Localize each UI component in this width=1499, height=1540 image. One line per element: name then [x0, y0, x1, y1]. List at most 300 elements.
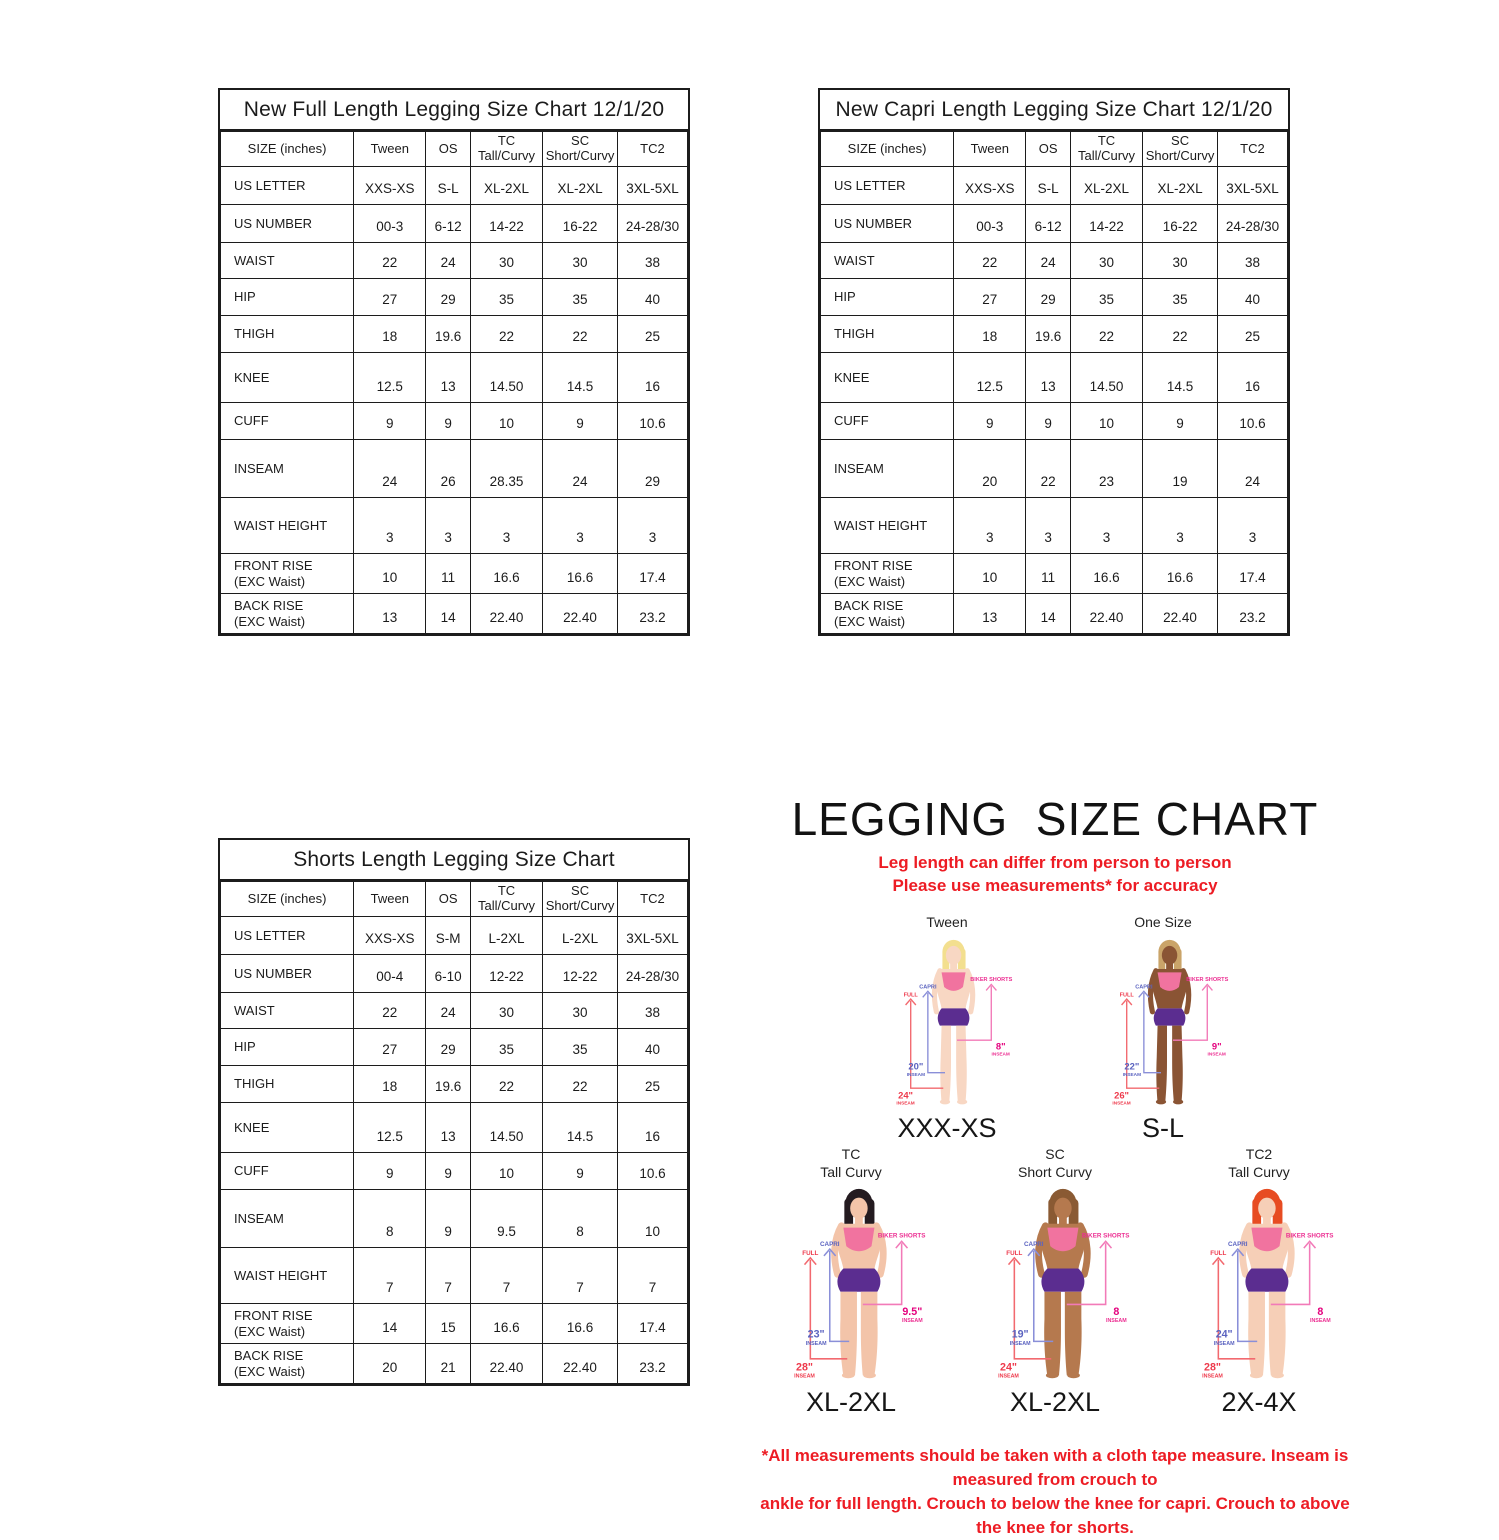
header-row: [221, 882, 688, 917]
row-label: THIGH: [221, 1066, 354, 1103]
cell-value: 35: [543, 279, 618, 316]
cell-value: 25: [617, 1066, 687, 1103]
inseam-word: INSEAM: [1112, 1100, 1131, 1106]
cell-value: 9: [954, 403, 1026, 440]
full-inseam-value: 28": [795, 1361, 813, 1374]
footnote-line: *All measurements should be taken with a cloth tape measure. Inseam is measured from crouch to: [761, 1446, 1349, 1490]
figure-card-one-size: [1065, 914, 1261, 1145]
cell-value: 22: [354, 993, 426, 1029]
table-row: [821, 554, 1288, 594]
figure-type-line: Tall Curvy: [820, 1163, 882, 1180]
row-label: INSEAM: [221, 1190, 354, 1248]
table-row: [821, 440, 1288, 498]
cell-value: 29: [617, 440, 687, 498]
row-label: US NUMBER: [221, 955, 354, 993]
biker-inseam-value: 9.5": [902, 1306, 923, 1319]
cell-value: 35: [470, 279, 542, 316]
cell-value: 14-22: [1070, 205, 1142, 243]
cell-value: 27: [954, 279, 1026, 316]
cell-value: 13: [354, 594, 426, 634]
cell-value: 35: [470, 1029, 542, 1066]
table-row: [221, 1190, 688, 1248]
cell-value: 38: [1217, 243, 1287, 279]
cell-value: 30: [1070, 243, 1142, 279]
size-table-grid: [220, 881, 688, 1384]
body-figure: [1038, 1189, 1087, 1378]
body-figure: [1151, 940, 1189, 1105]
cell-value: 10: [354, 554, 426, 594]
row-label: US LETTER: [221, 167, 354, 205]
cell-value: 3: [543, 498, 618, 554]
subtitle-line: Leg length can differ from person to person: [878, 853, 1232, 872]
cell-value: 3: [1143, 498, 1218, 554]
cell-value: XXS-XS: [954, 167, 1026, 205]
cell-value: 3XL-5XL: [617, 167, 687, 205]
cell-value: 22: [1143, 316, 1218, 353]
table-row: [221, 279, 688, 316]
cell-value: 3: [354, 498, 426, 554]
row-label: THIGH: [221, 316, 354, 353]
cell-value: 20: [954, 440, 1026, 498]
capri-label: CAPRI: [1227, 1241, 1248, 1249]
cell-value: 30: [470, 243, 542, 279]
table-row: [221, 403, 688, 440]
figure-card-tall-curvy: [753, 1146, 949, 1418]
inseam-word: INSEAM: [896, 1100, 915, 1106]
size-table-grid: [220, 131, 688, 634]
inseam-word: INSEAM: [1009, 1341, 1031, 1348]
row-label: WAIST HEIGHT: [821, 498, 954, 554]
table-row: [821, 403, 1288, 440]
cell-value: 10: [470, 1153, 542, 1190]
column-header: OS: [426, 882, 470, 917]
cell-value: 12-22: [470, 955, 542, 993]
cell-value: 40: [617, 279, 687, 316]
figure-card-tall-curvy-2: [1161, 1146, 1357, 1418]
column-header: TC2: [1217, 132, 1287, 167]
cell-value: 22.40: [470, 594, 542, 634]
cell-value: 23.2: [1217, 594, 1287, 634]
table-row: [221, 440, 688, 498]
full-label: FULL: [1210, 1250, 1227, 1258]
cell-value: L-2XL: [543, 917, 618, 955]
table-title: Shorts Length Legging Size Chart: [220, 840, 688, 881]
cell-value: XL-2XL: [543, 167, 618, 205]
cell-value: 40: [617, 1029, 687, 1066]
cell-value: 16.6: [1070, 554, 1142, 594]
cell-value: 9: [426, 403, 470, 440]
cell-value: XXS-XS: [354, 917, 426, 955]
full-label: FULL: [1006, 1250, 1023, 1258]
full-inseam-value: 26": [1114, 1089, 1130, 1101]
inseam-word: INSEAM: [794, 1373, 815, 1380]
cell-value: 18: [354, 1066, 426, 1103]
figure-type-line: Short Curvy: [1018, 1163, 1092, 1180]
cell-value: 22.40: [543, 594, 618, 634]
cell-value: 16.6: [543, 1304, 618, 1344]
cell-value: 9: [1143, 403, 1218, 440]
figure-type-line: Tween: [926, 913, 968, 930]
cell-value: 14-22: [470, 205, 542, 243]
row-label: INSEAM: [221, 440, 354, 498]
inseam-word: INSEAM: [906, 1072, 926, 1078]
row-label: WAIST HEIGHT: [221, 498, 354, 554]
cell-value: 7: [426, 1248, 470, 1304]
cell-value: 14.5: [1143, 353, 1218, 403]
column-header: OS: [426, 132, 470, 167]
cell-value: 3XL-5XL: [1217, 167, 1287, 205]
cell-value: 38: [617, 243, 687, 279]
cell-value: 18: [354, 316, 426, 353]
cell-value: 6-12: [1026, 205, 1070, 243]
table-row: [221, 917, 688, 955]
row-label: US LETTER: [821, 167, 954, 205]
cell-value: 22.40: [1143, 594, 1218, 634]
cell-value: 22: [470, 316, 542, 353]
cell-value: S-M: [426, 917, 470, 955]
row-label: FRONT RISE (EXC Waist): [221, 554, 354, 594]
figure-card-tween: [849, 914, 1045, 1145]
cell-value: 24: [354, 440, 426, 498]
cell-value: XL-2XL: [1143, 167, 1218, 205]
cell-value: 16-22: [543, 205, 618, 243]
row-label: CUFF: [821, 403, 954, 440]
full-inseam-value: 28": [1203, 1361, 1221, 1374]
table-row: [821, 167, 1288, 205]
cell-value: L-2XL: [470, 917, 542, 955]
cell-value: 14.5: [543, 1103, 618, 1153]
table-row: [821, 279, 1288, 316]
cell-value: 9: [354, 403, 426, 440]
cell-value: 24: [1217, 440, 1287, 498]
shorts-length-size-table: [218, 838, 690, 1386]
inseam-word: INSEAM: [1105, 1318, 1127, 1325]
biker-shorts-label: BIKER SHORTS: [1285, 1232, 1334, 1240]
cell-value: 12-22: [543, 955, 618, 993]
cell-value: 35: [1143, 279, 1218, 316]
cell-value: 14.50: [1070, 353, 1142, 403]
cell-value: 19.6: [426, 1066, 470, 1103]
cell-value: 9: [1026, 403, 1070, 440]
table-row: [821, 353, 1288, 403]
cell-value: 8: [354, 1190, 426, 1248]
cell-value: 16-22: [1143, 205, 1218, 243]
column-header: Tween: [954, 132, 1026, 167]
row-label: THIGH: [821, 316, 954, 353]
column-header: Tween: [354, 132, 426, 167]
row-label: CUFF: [221, 403, 354, 440]
full-inseam-value: 24": [999, 1361, 1017, 1374]
table-title: New Full Length Legging Size Chart 12/1/20: [220, 90, 688, 131]
capri-inseam-value: 22": [1124, 1060, 1140, 1072]
header-row: [821, 132, 1288, 167]
figure-type-line: One Size: [1134, 913, 1192, 930]
biker-inseam-value: 8: [1113, 1306, 1120, 1319]
cell-value: 24: [543, 440, 618, 498]
cell-value: 24-28/30: [1217, 205, 1287, 243]
cell-value: 00-4: [354, 955, 426, 993]
cell-value: 9: [426, 1153, 470, 1190]
row-label: HIP: [221, 279, 354, 316]
cell-value: 9: [543, 1153, 618, 1190]
table-row: [221, 498, 688, 554]
table-row: [221, 594, 688, 634]
table-row: [221, 993, 688, 1029]
cell-value: S-L: [1026, 167, 1070, 205]
cell-value: 29: [426, 279, 470, 316]
figure-size-label: XL-2XL: [1009, 1387, 1101, 1418]
cell-value: 9.5: [470, 1190, 542, 1248]
figure-size-label: S-L: [1141, 1113, 1185, 1144]
table-row: [221, 243, 688, 279]
cell-value: 3: [426, 498, 470, 554]
legging-chart-subtitle: [752, 852, 1358, 898]
cell-value: 30: [470, 993, 542, 1029]
cell-value: 3: [617, 498, 687, 554]
cell-value: 20: [354, 1344, 426, 1384]
cell-value: 7: [543, 1248, 618, 1304]
cell-value: 38: [617, 993, 687, 1029]
column-header: SC Short/Curvy: [543, 882, 618, 917]
column-header: SIZE (inches): [821, 132, 954, 167]
row-label: FRONT RISE (EXC Waist): [221, 1304, 354, 1344]
row-label: WAIST: [221, 993, 354, 1029]
cell-value: 15: [426, 1304, 470, 1344]
cell-value: 6-10: [426, 955, 470, 993]
cell-value: XL-2XL: [470, 167, 542, 205]
cell-value: 17.4: [617, 1304, 687, 1344]
inseam-word: INSEAM: [1309, 1318, 1331, 1325]
cell-value: 24: [1026, 243, 1070, 279]
body-figure: [935, 940, 973, 1105]
cell-value: 29: [426, 1029, 470, 1066]
cell-value: 16: [617, 1103, 687, 1153]
cell-value: 3: [954, 498, 1026, 554]
cell-value: 10.6: [617, 1153, 687, 1190]
cell-value: 16: [617, 353, 687, 403]
cell-value: 40: [1217, 279, 1287, 316]
cell-value: 18: [954, 316, 1026, 353]
cell-value: 10.6: [1217, 403, 1287, 440]
cell-value: 7: [354, 1248, 426, 1304]
figure-type-label: [1065, 914, 1261, 932]
cell-value: 30: [1143, 243, 1218, 279]
full-length-size-table: [218, 88, 690, 636]
inseam-word: INSEAM: [1202, 1373, 1223, 1380]
cell-value: 16.6: [1143, 554, 1218, 594]
biker-shorts-label: BIKER SHORTS: [1081, 1232, 1130, 1240]
body-figure: [834, 1189, 883, 1378]
header-row: [221, 132, 688, 167]
table-row: [221, 1153, 688, 1190]
cell-value: 3XL-5XL: [617, 917, 687, 955]
cell-value: 7: [617, 1248, 687, 1304]
cell-value: 22: [543, 316, 618, 353]
column-header: SIZE (inches): [221, 882, 354, 917]
cell-value: 27: [354, 1029, 426, 1066]
full-label: FULL: [1119, 992, 1135, 999]
figure-type-line: SC: [1045, 1146, 1065, 1163]
biker-shorts-label: BIKER SHORTS: [1186, 977, 1229, 984]
cell-value: 13: [426, 353, 470, 403]
cell-value: 24: [426, 243, 470, 279]
row-label: WAIST HEIGHT: [221, 1248, 354, 1304]
cell-value: 28.35: [470, 440, 542, 498]
cell-value: 13: [426, 1103, 470, 1153]
cell-value: 14: [1026, 594, 1070, 634]
cell-value: 16: [1217, 353, 1287, 403]
capri-inseam-value: 20": [908, 1060, 924, 1072]
figure-size-label: XXX-XS: [897, 1113, 997, 1144]
table-row: [221, 1248, 688, 1304]
table-row: [821, 498, 1288, 554]
column-header: OS: [1026, 132, 1070, 167]
row-label: US NUMBER: [221, 205, 354, 243]
cell-value: 16.6: [470, 554, 542, 594]
figure-type-label: [753, 1146, 949, 1181]
cell-value: 10: [954, 554, 1026, 594]
column-header: TC2: [617, 882, 687, 917]
row-label: KNEE: [821, 353, 954, 403]
cell-value: 22: [954, 243, 1026, 279]
biker-inseam-value: 8: [1317, 1306, 1324, 1319]
cell-value: XL-2XL: [1070, 167, 1142, 205]
capri-label: CAPRI: [819, 1241, 840, 1249]
capri-inseam-value: 23": [807, 1328, 825, 1341]
footnote-line: ankle for full length. Crouch to below the knee for capri. Crouch to above the knee for shorts.: [760, 1493, 1350, 1537]
table-row: [821, 243, 1288, 279]
cell-value: 22: [543, 1066, 618, 1103]
cell-value: 3: [1070, 498, 1142, 554]
inseam-word: INSEAM: [991, 1051, 1011, 1057]
row-label: US LETTER: [221, 917, 354, 955]
cell-value: 23: [1070, 440, 1142, 498]
cell-value: 30: [543, 243, 618, 279]
column-header: SIZE (inches): [221, 132, 354, 167]
table-row: [221, 167, 688, 205]
inseam-word: INSEAM: [1213, 1341, 1235, 1348]
cell-value: 22.40: [543, 1344, 618, 1384]
cell-value: 14: [354, 1304, 426, 1344]
body-figure: [1242, 1189, 1291, 1378]
cell-value: 14: [426, 594, 470, 634]
capri-inseam-value: 24": [1215, 1328, 1233, 1341]
column-header: SC Short/Curvy: [543, 132, 618, 167]
cell-value: XXS-XS: [354, 167, 426, 205]
column-header: TC2: [617, 132, 687, 167]
cell-value: 10: [470, 403, 542, 440]
cell-value: 9: [426, 1190, 470, 1248]
full-label: FULL: [903, 992, 919, 999]
figure-row-1: [752, 914, 1358, 1145]
figure-illustration: [958, 1183, 1152, 1387]
size-table-grid: [820, 131, 1288, 634]
figure-type-label: [1161, 1146, 1357, 1181]
cell-value: 00-3: [354, 205, 426, 243]
cell-value: 30: [543, 993, 618, 1029]
cell-value: 13: [1026, 353, 1070, 403]
table-row: [821, 316, 1288, 353]
cell-value: 24-28/30: [617, 205, 687, 243]
table-row: [221, 554, 688, 594]
inseam-word: INSEAM: [901, 1318, 923, 1325]
table-row: [221, 1103, 688, 1153]
row-label: WAIST: [821, 243, 954, 279]
full-inseam-value: 24": [898, 1089, 914, 1101]
column-header: Tween: [354, 882, 426, 917]
row-label: KNEE: [221, 353, 354, 403]
cell-value: 23.2: [617, 594, 687, 634]
capri-label: CAPRI: [919, 985, 937, 992]
cell-value: 19.6: [1026, 316, 1070, 353]
inseam-word: INSEAM: [1207, 1051, 1227, 1057]
table-row: [821, 594, 1288, 634]
cell-value: 25: [617, 316, 687, 353]
column-header: TC Tall/Curvy: [1070, 132, 1142, 167]
subtitle-line: Please use measurements* for accuracy: [892, 875, 1218, 895]
cell-value: 9: [543, 403, 618, 440]
full-label: FULL: [802, 1250, 819, 1258]
capri-label: CAPRI: [1135, 985, 1153, 992]
cell-value: 14.50: [470, 1103, 542, 1153]
table-row: [821, 205, 1288, 243]
biker-inseam-value: 8": [996, 1040, 1006, 1052]
cell-value: S-L: [426, 167, 470, 205]
column-header: TC Tall/Curvy: [470, 882, 542, 917]
column-header: SC Short/Curvy: [1143, 132, 1218, 167]
inseam-word: INSEAM: [1122, 1072, 1142, 1078]
table-row: [221, 955, 688, 993]
cell-value: 25: [1217, 316, 1287, 353]
cell-value: 22: [470, 1066, 542, 1103]
cell-value: 14.5: [543, 353, 618, 403]
cell-value: 17.4: [617, 554, 687, 594]
row-label: BACK RISE (EXC Waist): [221, 594, 354, 634]
figure-type-line: TC2: [1245, 1146, 1273, 1163]
cell-value: 35: [543, 1029, 618, 1066]
cell-value: 21: [426, 1344, 470, 1384]
cell-value: 6-12: [426, 205, 470, 243]
row-label: HIP: [221, 1029, 354, 1066]
cell-value: 22.40: [1070, 594, 1142, 634]
table-row: [221, 1344, 688, 1384]
biker-shorts-label: BIKER SHORTS: [970, 977, 1013, 984]
cell-value: 3: [470, 498, 542, 554]
table-row: [221, 1066, 688, 1103]
row-label: BACK RISE (EXC Waist): [821, 594, 954, 634]
figure-illustration: [861, 933, 1032, 1113]
cell-value: 27: [354, 279, 426, 316]
figure-illustration: [754, 1183, 948, 1387]
biker-inseam-value: 9": [1212, 1040, 1222, 1052]
cell-value: 23.2: [617, 1344, 687, 1384]
cell-value: 10: [617, 1190, 687, 1248]
capri-inseam-value: 19": [1011, 1328, 1029, 1341]
row-label: INSEAM: [821, 440, 954, 498]
cell-value: 12.5: [354, 1103, 426, 1153]
cell-value: 10: [1070, 403, 1142, 440]
figure-size-label: XL-2XL: [805, 1387, 897, 1418]
column-header: TC Tall/Curvy: [470, 132, 542, 167]
figure-size-label: 2X-4X: [1221, 1387, 1297, 1418]
cell-value: 22.40: [470, 1344, 542, 1384]
capri-label: CAPRI: [1023, 1241, 1044, 1249]
row-label: HIP: [821, 279, 954, 316]
cell-value: 3: [1026, 498, 1070, 554]
table-row: [221, 1304, 688, 1344]
cell-value: 00-3: [954, 205, 1026, 243]
cell-value: 26: [426, 440, 470, 498]
